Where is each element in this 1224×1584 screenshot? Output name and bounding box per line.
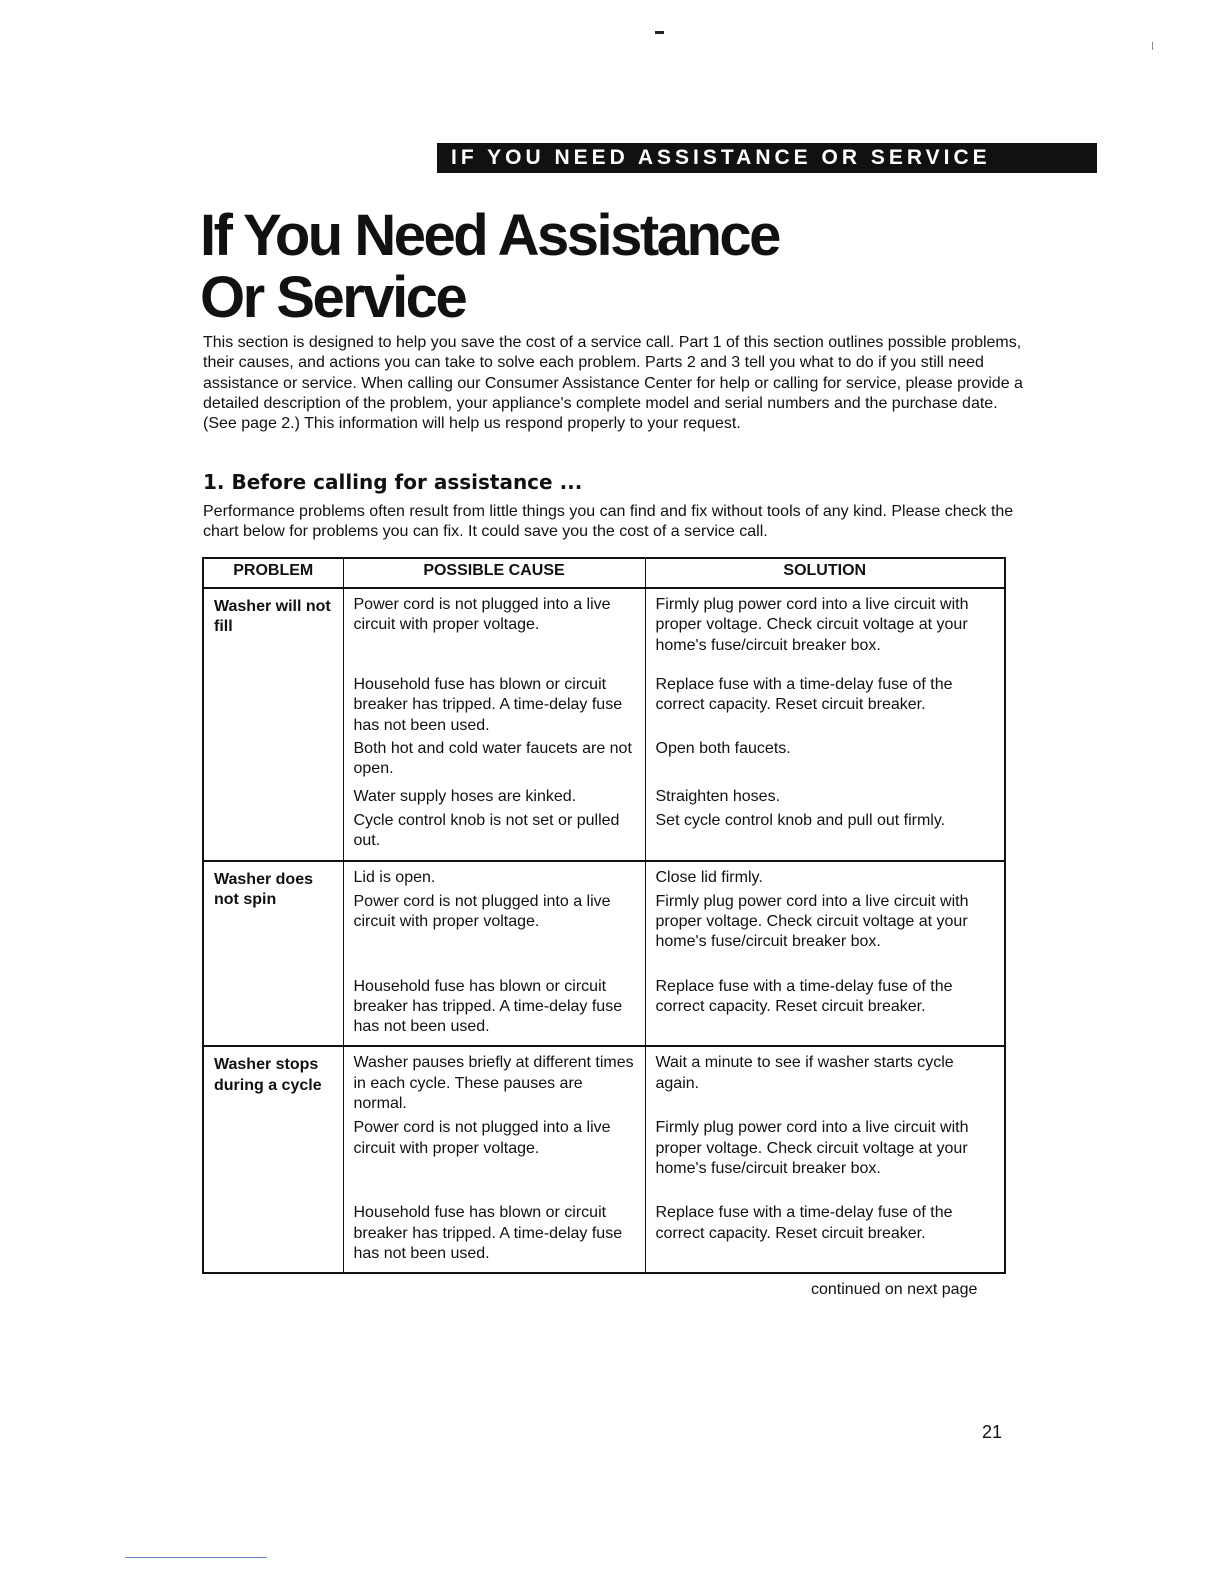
cause-cell — [343, 861, 645, 1047]
solution-entry: Firmly plug power cord into a live circuit with proper voltage. Check circuit voltage at your home's fuse/circuit breaker box. — [655, 596, 969, 654]
solution-entry: Firmly plug power cord into a live circuit with proper voltage. Check circuit voltage at your home's fuse/circuit breaker box. — [655, 1119, 969, 1178]
cause-entry: Household fuse has blown or circuit breaker has tripped. A time-delay fuse has not been used. — [353, 977, 623, 1036]
section-banner: IF YOU NEED ASSISTANCE OR SERVICE — [437, 143, 1097, 173]
problem-cell: Washer stops during a cycle — [203, 1046, 343, 1273]
solution-cell — [645, 861, 1005, 1047]
intro-paragraph: This section is designed to help you save the cost of a service call. Part 1 of this section outlines possible problems, their causes, and actions you can take to solve each problem. Parts 2 and 3 tell you what to do if you still need assistance or service. When calling our Consumer Assistance Center for help or calling for service, please provide a detailed description of the problem, your appliance's complete model and serial numbers and the purchase date. (See page 2.) This information will help us respond properly to your request. — [203, 334, 1023, 433]
page-title-line-2: Or Service — [200, 265, 466, 330]
page-title-line-1: If You Need Assistance — [200, 203, 779, 268]
cause-entry: Power cord is not plugged into a live circuit with proper voltage. — [353, 892, 611, 930]
table-row — [203, 588, 1005, 861]
page-number: 21 — [982, 1422, 1003, 1442]
solution-entry: Close lid firmly. — [655, 868, 763, 886]
problem-cell: Washer does not spin — [203, 861, 343, 1047]
cause-entry: Cycle control knob is not set or pulled out. — [353, 812, 620, 850]
scan-mark — [655, 31, 664, 34]
column-header-problem: PROBLEM — [203, 558, 343, 588]
cause-entry: Both hot and cold water faucets are not open. — [353, 740, 632, 778]
cause-entry: Household fuse has blown or circuit breaker has tripped. A time-delay fuse has not been used. — [353, 1204, 623, 1263]
solution-cell — [645, 588, 1005, 861]
footer-rule — [125, 1557, 267, 1558]
section-lead-paragraph: Performance problems often result from little things you can find and fix without tools of any kind. Please check the chart below for problems you can fix. It could save you the cost of a service call. — [203, 503, 1014, 541]
solution-entry: Open both faucets. — [655, 740, 791, 757]
solution-entry: Replace fuse with a time-delay fuse of the correct capacity. Reset circuit breaker. — [655, 676, 953, 714]
solution-entry: Replace fuse with a time-delay fuse of the correct capacity. Reset circuit breaker. — [655, 1204, 953, 1242]
cause-entry: Water supply hoses are kinked. — [353, 788, 577, 805]
cause-entry: Power cord is not plugged into a live circuit with proper voltage. — [353, 596, 611, 634]
solution-entry: Set cycle control knob and pull out firmly. — [655, 812, 946, 829]
table-row — [203, 861, 1005, 1047]
cause-entry: Power cord is not plugged into a live circuit with proper voltage. — [353, 1119, 611, 1157]
troubleshooting-table — [202, 557, 1006, 1274]
cause-entry: Lid is open. — [353, 868, 436, 886]
column-header-possible-cause: POSSIBLE CAUSE — [343, 558, 645, 588]
cause-cell — [343, 1046, 645, 1273]
scan-mark — [1152, 42, 1153, 50]
section-heading: 1. Before calling for assistance ... — [203, 470, 583, 494]
solution-entry: Wait a minute to see if washer starts cycle again. — [655, 1054, 954, 1092]
continued-note: continued on next page — [811, 1281, 978, 1298]
cause-cell — [343, 588, 645, 861]
problem-cell: Washer will not fill — [203, 588, 343, 861]
cause-entry: Household fuse has blown or circuit breaker has tripped. A time-delay fuse has not been used. — [353, 676, 623, 734]
solution-entry: Firmly plug power cord into a live circuit with proper voltage. Check circuit voltage at your home's fuse/circuit breaker box. — [655, 892, 969, 951]
solution-cell — [645, 1046, 1005, 1273]
page-title — [200, 205, 779, 329]
solution-entry: Replace fuse with a time-delay fuse of the correct capacity. Reset circuit breaker. — [655, 977, 953, 1015]
column-header-solution: SOLUTION — [645, 558, 1005, 588]
solution-entry: Straighten hoses. — [655, 788, 781, 805]
cause-entry: Washer pauses briefly at different times in each cycle. These pauses are normal. — [353, 1054, 634, 1113]
table-row — [203, 1046, 1005, 1273]
table-header-row — [203, 558, 1005, 588]
